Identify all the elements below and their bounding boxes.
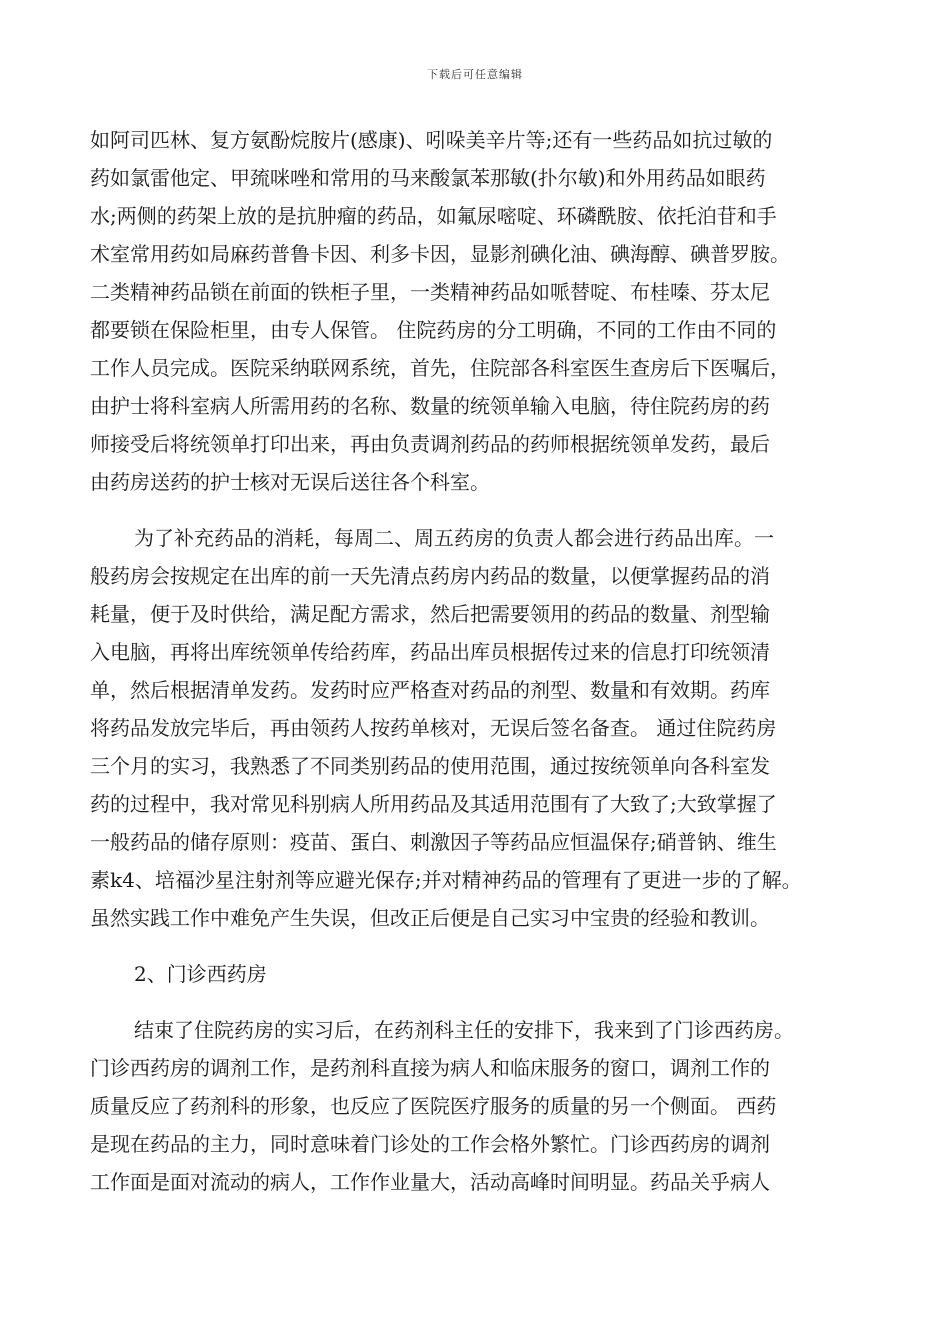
body-line: 是现在药品的主力，同时意味着门诊处的工作会格外繁忙。门诊西药房的调剂 <box>90 1132 770 1156</box>
body-line: 般药房会按规定在出库的前一天先清点药房内药品的数量，以便掌握药品的消 <box>90 564 770 588</box>
section-heading: 2、门诊西药房 <box>134 962 267 986</box>
body-line: 一般药品的储存原则：疫苗、蛋白、刺激因子等药品应恒温保存;硝普钠、维生 <box>90 830 777 854</box>
body-line: 耗量，便于及时供给，满足配方需求，然后把需要领用的药品的数量、剂型输 <box>90 602 770 626</box>
body-line: 三个月的实习，我熟悉了不同类别药品的使用范围，通过按统领单向各科室发 <box>90 754 770 778</box>
body-line: 工作面是面对流动的病人，工作作业量大，活动高峰时间明显。药品关乎病人 <box>90 1170 770 1194</box>
body-line: 将药品发放完毕后，再由领药人按药单核对，无误后签名备查。 通过住院药房 <box>90 716 777 740</box>
body-line: 药如氯雷他定、甲巯咪唑和常用的马来酸氯苯那敏(扑尔敏)和外用药品如眼药 <box>90 166 766 190</box>
body-line: 由护士将科室病人所需用药的名称、数量的统领单输入电脑，待住院药房的药 <box>90 394 770 418</box>
body-line: 水;两侧的药架上放的是抗肿瘤的药品，如氟尿嘧啶、环磷酰胺、依托泊苷和手 <box>90 204 777 228</box>
body-line: 结束了住院药房的实习后，在药剂科主任的安排下，我来到了门诊西药房。 <box>134 1018 794 1042</box>
body-line: 为了补充药品的消耗，每周二、周五药房的负责人都会进行药品出库。一 <box>134 526 774 550</box>
body-line: 质量反应了药剂科的形象，也反应了医院医疗服务的质量的另一个侧面。 西药 <box>90 1094 777 1118</box>
page-header: 下载后可任意编辑 <box>427 68 523 81</box>
body-line: 门诊西药房的调剂工作，是药剂科直接为病人和临床服务的窗口，调剂工作的 <box>90 1056 770 1080</box>
body-line: 如阿司匹林、复方氨酚烷胺片(感康)、吲哚美辛片等;还有一些药品如抗过敏的 <box>90 128 773 152</box>
body-line: 工作人员完成。医院采纳联网系统，首先，住院部各科室医生查房后下医嘱后， <box>90 356 790 380</box>
body-line: 单，然后根据清单发药。发药时应严格查对药品的剂型、数量和有效期。药库 <box>90 678 770 702</box>
body-line: 入电脑，再将出库统领单传给药库，药品出库员根据传过来的信息打印统领清 <box>90 640 770 664</box>
body-line: 由药房送药的护士核对无误后送往各个科室。 <box>90 470 490 494</box>
body-line: 虽然实践工作中难免产生失误，但改正后便是自己实习中宝贵的经验和教训。 <box>90 906 770 930</box>
body-line: 师接受后将统领单打印出来，再由负责调剂药品的药师根据统领单发药，最后 <box>90 432 770 456</box>
body-line: 素k4、培福沙星注射剂等应避光保存;并对精神药品的管理有了更进一步的了解。 <box>90 868 802 892</box>
body-line: 药的过程中，我对常见科别病人所用药品及其适用范围有了大致了;大致掌握了 <box>90 792 777 816</box>
body-line: 都要锁在保险柜里，由专人保管。 住院药房的分工明确，不同的工作由不同的 <box>90 318 777 342</box>
body-line: 术室常用药如局麻药普鲁卡因、利多卡因，显影剂碘化油、碘海醇、碘普罗胺。 <box>90 242 790 266</box>
body-line: 二类精神药品锁在前面的铁柜子里，一类精神药品如哌替啶、布桂嗪、芬太尼 <box>90 280 770 304</box>
